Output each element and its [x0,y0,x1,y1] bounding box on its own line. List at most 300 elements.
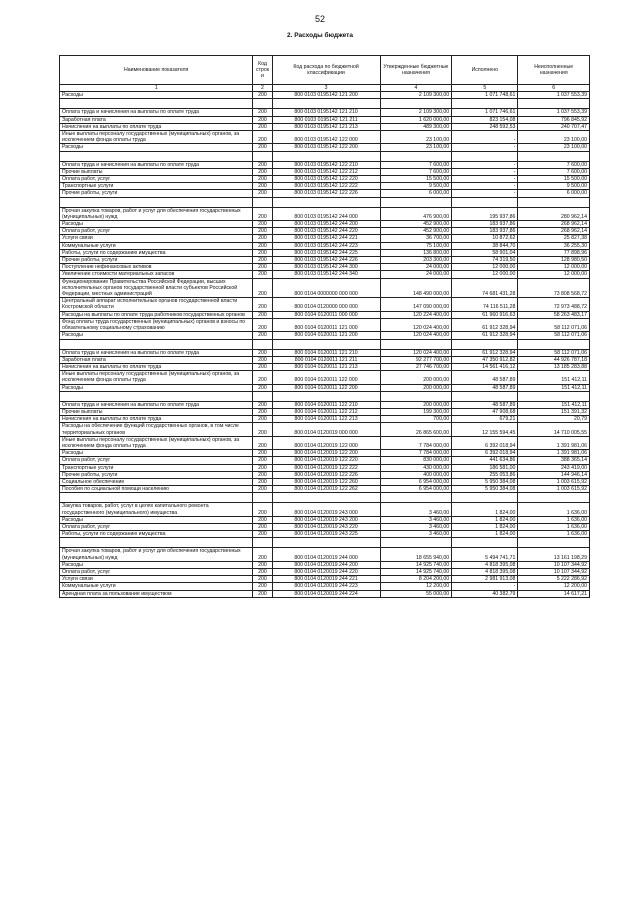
table-row [60,568,590,575]
indicator-name-cell: Расходы [60,561,253,568]
budget-code-cell: 800 0104 0120019 243 225 [272,531,380,538]
line-code-cell: 200 [253,464,272,471]
approved-amount-cell: 26 865 600,00 [380,423,452,436]
header-budget-code: Код расхода по бюджетной классификации [272,56,380,85]
table-row [60,332,590,339]
line-code-cell: 200 [253,144,272,151]
unexecuted-amount-cell: 6 000,00 [518,190,590,197]
header-indicator-name: Наименование показателя [60,56,253,85]
table-row [60,123,590,130]
column-number: 1 [60,85,253,92]
indicator-name-cell: Пособия по социальной помощи населению [60,486,253,493]
executed-amount-cell: 5 494 741,71 [452,548,518,561]
unexecuted-amount-cell: 1 391 981,06 [518,450,590,457]
executed-amount-cell: - [452,176,518,183]
indicator-name-cell: Расходы [60,144,253,151]
table-row [60,311,590,318]
column-numbers-row [60,85,590,92]
indicator-name-cell [60,391,253,401]
unexecuted-amount-cell: 23 100,00 [518,144,590,151]
budget-code-cell [272,493,380,503]
indicator-name-cell: Оплата труда и начисления на выплаты по оплате труда [60,401,253,408]
approved-amount-cell: 148 490 000,00 [380,278,452,298]
budget-code-cell: 800 0103 0195142 244 220 [272,228,380,235]
line-code-cell: 200 [253,131,272,144]
executed-amount-cell: 12 000,00 [452,264,518,271]
unexecuted-amount-cell: 1 003 615,92 [518,486,590,493]
approved-amount-cell: 18 655 940,00 [380,548,452,561]
approved-amount-cell: 200 000,00 [380,401,452,408]
indicator-name-cell: Прочие работы, услуги [60,471,253,478]
table-row [60,401,590,408]
line-code-cell: 200 [253,109,272,116]
indicator-name-cell: Оплата работ, услуг [60,568,253,575]
table-row [60,464,590,471]
executed-amount-cell: 5 950 384,08 [452,486,518,493]
unexecuted-amount-cell: 13 185 283,88 [518,363,590,370]
budget-code-cell: 800 0104 0120011 121 210 [272,349,380,356]
line-code-cell: 200 [253,349,272,356]
unexecuted-amount-cell: 1 636,00 [518,503,590,516]
line-code-cell: 200 [253,235,272,242]
table-row [60,423,590,436]
executed-amount-cell: 12 000,00 [452,271,518,278]
table-row [60,264,590,271]
line-code-cell: 200 [253,457,272,464]
line-code-cell: 200 [253,371,272,384]
table-row [60,436,590,449]
indicator-name-cell: Коммунальные услуги [60,242,253,249]
indicator-name-cell: Центральный аппарат исполнительных органов государственной власти Костромской области [60,298,253,311]
indicator-name-cell: Расходы [60,221,253,228]
approved-amount-cell: 15 500,00 [380,176,452,183]
table-row [60,257,590,264]
indicator-name-cell: Транспортные услуги [60,464,253,471]
budget-code-cell: 800 0104 0120011 122 000 [272,371,380,384]
table-row [60,516,590,523]
unexecuted-amount-cell: 9 500,00 [518,183,590,190]
budget-code-cell: 800 0103 0195142 244 221 [272,235,380,242]
executed-amount-cell: 40 382,79 [452,590,518,597]
executed-amount-cell: 48 587,89 [452,401,518,408]
indicator-name-cell: Прочие выплаты [60,168,253,175]
table-row [60,168,590,175]
line-code-cell: 200 [253,583,272,590]
executed-amount-cell: 1 071 748,61 [452,92,518,99]
approved-amount-cell: 3 460,00 [380,516,452,523]
indicator-name-cell: Расходы [60,516,253,523]
unexecuted-amount-cell: 280 962,14 [518,207,590,220]
unexecuted-amount-cell: 240 707,47 [518,123,590,130]
approved-amount-cell: 476 900,00 [380,207,452,220]
approved-amount-cell: 6 954 000,00 [380,486,452,493]
approved-amount-cell: 92 277 700,00 [380,356,452,363]
executed-amount-cell: 61 912 328,94 [452,318,518,331]
executed-amount-cell: 74 116 511,28 [452,298,518,311]
executed-amount-cell [452,538,518,548]
unexecuted-amount-cell: 13 161 198,29 [518,548,590,561]
line-code-cell [253,197,272,207]
executed-amount-cell: - [452,161,518,168]
unexecuted-amount-cell: 58 112 071,06 [518,332,590,339]
indicator-name-cell: Расходы на выплаты по оплате труда работников государственных органов [60,311,253,318]
table-row [60,503,590,516]
approved-amount-cell: 8 204 200,00 [380,576,452,583]
unexecuted-amount-cell: 25 827,38 [518,235,590,242]
page-number: 52 [314,14,325,24]
table-row [60,356,590,363]
table-row [60,531,590,538]
indicator-name-cell [60,197,253,207]
budget-code-cell: 800 0104 0120019 122 220 [272,457,380,464]
line-code-cell: 200 [253,207,272,220]
table-row [60,408,590,415]
executed-amount-cell [452,339,518,349]
line-code-cell [253,339,272,349]
executed-amount-cell: 255 053,86 [452,471,518,478]
executed-amount-cell: 4 818 395,08 [452,561,518,568]
unexecuted-amount-cell [518,99,590,109]
indicator-name-cell: Прочие работы, услуги [60,190,253,197]
executed-amount-cell: 679,21 [452,416,518,423]
executed-amount-cell: 6 392 018,94 [452,436,518,449]
unexecuted-amount-cell: 58 112 071,06 [518,318,590,331]
line-code-cell [253,151,272,161]
indicator-name-cell [60,151,253,161]
indicator-name-cell: Прочая закупка товаров, работ и услуг для обеспечения государственных (муниципальных) нужд [60,548,253,561]
budget-code-cell: 800 0104 0120019 243 000 [272,503,380,516]
budget-code-cell: 800 0103 0195142 122 222 [272,183,380,190]
line-code-cell: 200 [253,221,272,228]
executed-amount-cell: 61 912 328,94 [452,332,518,339]
budget-code-cell: 800 0103 0195142 122 226 [272,190,380,197]
approved-amount-cell: 120 024 400,00 [380,318,452,331]
table-row [60,176,590,183]
indicator-name-cell: Расходы [60,384,253,391]
indicator-name-cell [60,99,253,109]
line-code-cell: 200 [253,561,272,568]
budget-code-cell: 800 0104 0120011 121 211 [272,356,380,363]
indicator-name-cell: Поступление нефинансовых активов [60,264,253,271]
approved-amount-cell: 452 900,00 [380,221,452,228]
executed-amount-cell: 48 587,89 [452,371,518,384]
unexecuted-amount-cell: 15 500,00 [518,176,590,183]
line-code-cell: 200 [253,311,272,318]
approved-amount-cell: 7 784 000,00 [380,450,452,457]
table-row [60,523,590,530]
line-code-cell: 200 [253,478,272,485]
budget-code-cell: 800 0103 0195142 244 223 [272,242,380,249]
table-row [60,235,590,242]
approved-amount-cell: 12 200,00 [380,583,452,590]
indicator-name-cell: Прочие работы, услуги [60,257,253,264]
line-code-cell: 200 [253,516,272,523]
indicator-name-cell: Закупка товаров, работ, услуг в целях капитального ремонта государственного (муниципального) имущества [60,503,253,516]
unexecuted-amount-cell: 77 898,96 [518,249,590,256]
budget-code-cell [272,151,380,161]
approved-amount-cell: 200 000,00 [380,371,452,384]
approved-amount-cell: 24 000,00 [380,271,452,278]
budget-code-cell: 800 0103 0195142 244 200 [272,221,380,228]
table-row [60,151,590,161]
unexecuted-amount-cell: 20,79 [518,416,590,423]
approved-amount-cell: 200 000,00 [380,384,452,391]
line-code-cell: 200 [253,228,272,235]
indicator-name-cell [60,339,253,349]
budget-code-cell: 800 0104 0120019 244 000 [272,548,380,561]
executed-amount-cell: 823 154,08 [452,116,518,123]
executed-amount-cell: 47 350 912,82 [452,356,518,363]
unexecuted-amount-cell: 151 391,32 [518,408,590,415]
indicator-name-cell: Увеличение стоимости материальных запасов [60,271,253,278]
budget-code-cell [272,99,380,109]
line-code-cell: 200 [253,123,272,130]
budget-code-cell: 800 0103 0195142 121 213 [272,123,380,130]
approved-amount-cell: 452 900,00 [380,228,452,235]
table-row [60,131,590,144]
executed-amount-cell: 195 937,86 [452,207,518,220]
approved-amount-cell [380,197,452,207]
budget-code-cell: 800 0103 0195142 244 225 [272,249,380,256]
budget-code-cell: 800 0103 0195142 244 226 [272,257,380,264]
indicator-name-cell: Начисления на выплаты по оплате труда [60,363,253,370]
line-code-cell: 200 [253,486,272,493]
approved-amount-cell: 3 460,00 [380,531,452,538]
budget-code-cell: 800 0104 0120019 122 260 [272,478,380,485]
budget-code-cell: 800 0104 0120019 244 221 [272,576,380,583]
budget-code-cell: 800 0104 0120019 243 220 [272,523,380,530]
indicator-name-cell [60,538,253,548]
approved-amount-cell: 24 000,00 [380,264,452,271]
budget-code-cell: 800 0104 0120011 122 212 [272,408,380,415]
unexecuted-amount-cell: 1 037 553,39 [518,92,590,99]
unexecuted-amount-cell [518,197,590,207]
unexecuted-amount-cell: 243 419,00 [518,464,590,471]
unexecuted-amount-cell: 7 600,00 [518,168,590,175]
budget-code-cell: 800 0104 0120011 121 000 [272,318,380,331]
unexecuted-amount-cell: 151 412,11 [518,371,590,384]
indicator-name-cell: Расходы на обеспечение функций государственных органов, в том числе территориальных органов [60,423,253,436]
table-row [60,278,590,298]
indicator-name-cell: Начисления на выплаты по оплате труда [60,123,253,130]
line-code-cell: 200 [253,318,272,331]
budget-code-cell: 800 0103 0195142 122 000 [272,131,380,144]
budget-code-cell: 800 0104 0120019 244 224 [272,590,380,597]
table-row [60,583,590,590]
indicator-name-cell: Социальное обеспечение [60,478,253,485]
executed-amount-cell: 10 872,62 [452,235,518,242]
table-row [60,207,590,220]
unexecuted-amount-cell: 73 808 568,72 [518,278,590,298]
table-row [60,92,590,99]
line-code-cell: 200 [253,161,272,168]
unexecuted-amount-cell [518,151,590,161]
indicator-name-cell: Прочие выплаты [60,408,253,415]
unexecuted-amount-cell: 72 973 488,72 [518,298,590,311]
unexecuted-amount-cell: 1 636,00 [518,531,590,538]
unexecuted-amount-cell [518,391,590,401]
line-code-cell [253,538,272,548]
budget-code-cell: 800 0104 0120019 244 220 [272,568,380,575]
table-row [60,493,590,503]
unexecuted-amount-cell: 1 037 553,39 [518,109,590,116]
line-code-cell: 200 [253,471,272,478]
table-header-row [60,56,590,85]
unexecuted-amount-cell: 12 200,00 [518,583,590,590]
unexecuted-amount-cell: 44 926 787,18 [518,356,590,363]
approved-amount-cell: 1 620 000,00 [380,116,452,123]
executed-amount-cell: 183 937,86 [452,221,518,228]
line-code-cell: 200 [253,356,272,363]
executed-amount-cell: 6 392 018,94 [452,450,518,457]
line-code-cell: 200 [253,264,272,271]
line-code-cell: 200 [253,568,272,575]
table-row [60,471,590,478]
table-row [60,486,590,493]
line-code-cell: 200 [253,116,272,123]
budget-code-cell [272,197,380,207]
executed-amount-cell: 441 634,86 [452,457,518,464]
budget-code-cell: 800 0103 0195142 122 212 [272,168,380,175]
executed-amount-cell: - [452,131,518,144]
indicator-name-cell: Оплата труда и начисления на выплаты по оплате труда [60,109,253,116]
unexecuted-amount-cell: 1 391 981,06 [518,436,590,449]
unexecuted-amount-cell: 128 980,50 [518,257,590,264]
approved-amount-cell: 2 109 300,00 [380,109,452,116]
unexecuted-amount-cell: 36 255,30 [518,242,590,249]
line-code-cell: 200 [253,416,272,423]
approved-amount-cell: 7 600,00 [380,168,452,175]
line-code-cell: 200 [253,590,272,597]
table-row [60,228,590,235]
budget-code-cell: 800 0103 0195142 244 300 [272,264,380,271]
unexecuted-amount-cell: 268 962,14 [518,228,590,235]
indicator-name-cell: Оплата работ, услуг [60,457,253,464]
table-row [60,548,590,561]
line-code-cell: 200 [253,298,272,311]
budget-code-cell: 800 0103 0195142 121 210 [272,109,380,116]
unexecuted-amount-cell: 388 365,14 [518,457,590,464]
approved-amount-cell: 199 300,00 [380,408,452,415]
executed-amount-cell: - [452,583,518,590]
indicator-name-cell: Прочая закупка товаров, работ и услуг для обеспечения государственных (муниципальных) нужд [60,207,253,220]
executed-amount-cell: 47 908,68 [452,408,518,415]
approved-amount-cell [380,493,452,503]
table-row [60,190,590,197]
line-code-cell: 200 [253,257,272,264]
line-code-cell: 200 [253,503,272,516]
executed-amount-cell: 14 561 416,12 [452,363,518,370]
executed-amount-cell [452,493,518,503]
budget-code-cell: 800 0104 0120011 122 210 [272,401,380,408]
line-code-cell: 200 [253,576,272,583]
indicator-name-cell: Работы, услуги по содержанию имущества [60,249,253,256]
approved-amount-cell: 830 000,00 [380,457,452,464]
line-code-cell: 200 [253,168,272,175]
budget-code-cell: 800 0104 0120019 244 200 [272,561,380,568]
indicator-name-cell: Оплата труда и начисления на выплаты по оплате труда [60,161,253,168]
table-row [60,363,590,370]
unexecuted-amount-cell [518,339,590,349]
budget-code-cell: 800 0104 0120011 122 213 [272,416,380,423]
line-code-cell: 200 [253,278,272,298]
line-code-cell: 200 [253,450,272,457]
executed-amount-cell: - [452,144,518,151]
budget-code-cell [272,339,380,349]
executed-amount-cell: 38 844,70 [452,242,518,249]
line-code-cell: 200 [253,523,272,530]
table-row [60,116,590,123]
executed-amount-cell [452,197,518,207]
column-number: 4 [380,85,452,92]
indicator-name-cell: Арендная плата за пользование имуществом [60,590,253,597]
approved-amount-cell [380,151,452,161]
table-row [60,538,590,548]
budget-code-cell: 800 0104 0120011 000 000 [272,311,380,318]
budget-code-cell: 800 0104 0120019 243 200 [272,516,380,523]
table-row [60,99,590,109]
indicator-name-cell: Функционирование Правительства Российской Федерации, высших исполнительных органов государственной власти субъектов Российской Федерации, местных администраций [60,278,253,298]
line-code-cell: 200 [253,92,272,99]
table-row [60,144,590,151]
executed-amount-cell: - [452,190,518,197]
executed-amount-cell: 74 681 431,28 [452,278,518,298]
indicator-name-cell: Начисления на выплаты по оплате труда [60,416,253,423]
line-code-cell: 200 [253,176,272,183]
indicator-name-cell: Расходы [60,92,253,99]
approved-amount-cell: 7 600,00 [380,161,452,168]
approved-amount-cell: 27 746 700,00 [380,363,452,370]
table-row [60,371,590,384]
executed-amount-cell [452,99,518,109]
line-code-cell: 200 [253,242,272,249]
approved-amount-cell: 147 090 000,00 [380,298,452,311]
indicator-name-cell: Расходы [60,332,253,339]
budget-code-cell: 800 0103 0195142 121 200 [272,92,380,99]
approved-amount-cell: 36 700,00 [380,235,452,242]
indicator-name-cell: Оплата работ, услуг [60,228,253,235]
table-row [60,561,590,568]
executed-amount-cell: 1 824,00 [452,531,518,538]
table-row [60,318,590,331]
line-code-cell: 200 [253,271,272,278]
line-code-cell: 200 [253,548,272,561]
unexecuted-amount-cell: 10 107 344,92 [518,561,590,568]
unexecuted-amount-cell: 5 222 286,92 [518,576,590,583]
unexecuted-amount-cell [518,538,590,548]
indicator-name-cell: Услуги связи [60,576,253,583]
budget-code-cell: 800 0104 0120019 122 222 [272,464,380,471]
unexecuted-amount-cell: 1 003 615,92 [518,478,590,485]
column-number: 6 [518,85,590,92]
budget-code-cell: 800 0104 0120000 000 000 [272,298,380,311]
budget-code-cell: 800 0104 0120019 122 000 [272,436,380,449]
unexecuted-amount-cell: 1 636,00 [518,516,590,523]
approved-amount-cell: 6 000,00 [380,190,452,197]
unexecuted-amount-cell: 58 263 483,17 [518,311,590,318]
executed-amount-cell: - [452,183,518,190]
line-code-cell [253,99,272,109]
line-code-cell: 200 [253,249,272,256]
indicator-name-cell: Транспортные услуги [60,183,253,190]
budget-code-cell [272,538,380,548]
line-code-cell: 200 [253,408,272,415]
executed-amount-cell [452,391,518,401]
expenses-table [59,55,590,598]
table-row [60,416,590,423]
indicator-name-cell: Заработная плата [60,116,253,123]
table-row [60,349,590,356]
